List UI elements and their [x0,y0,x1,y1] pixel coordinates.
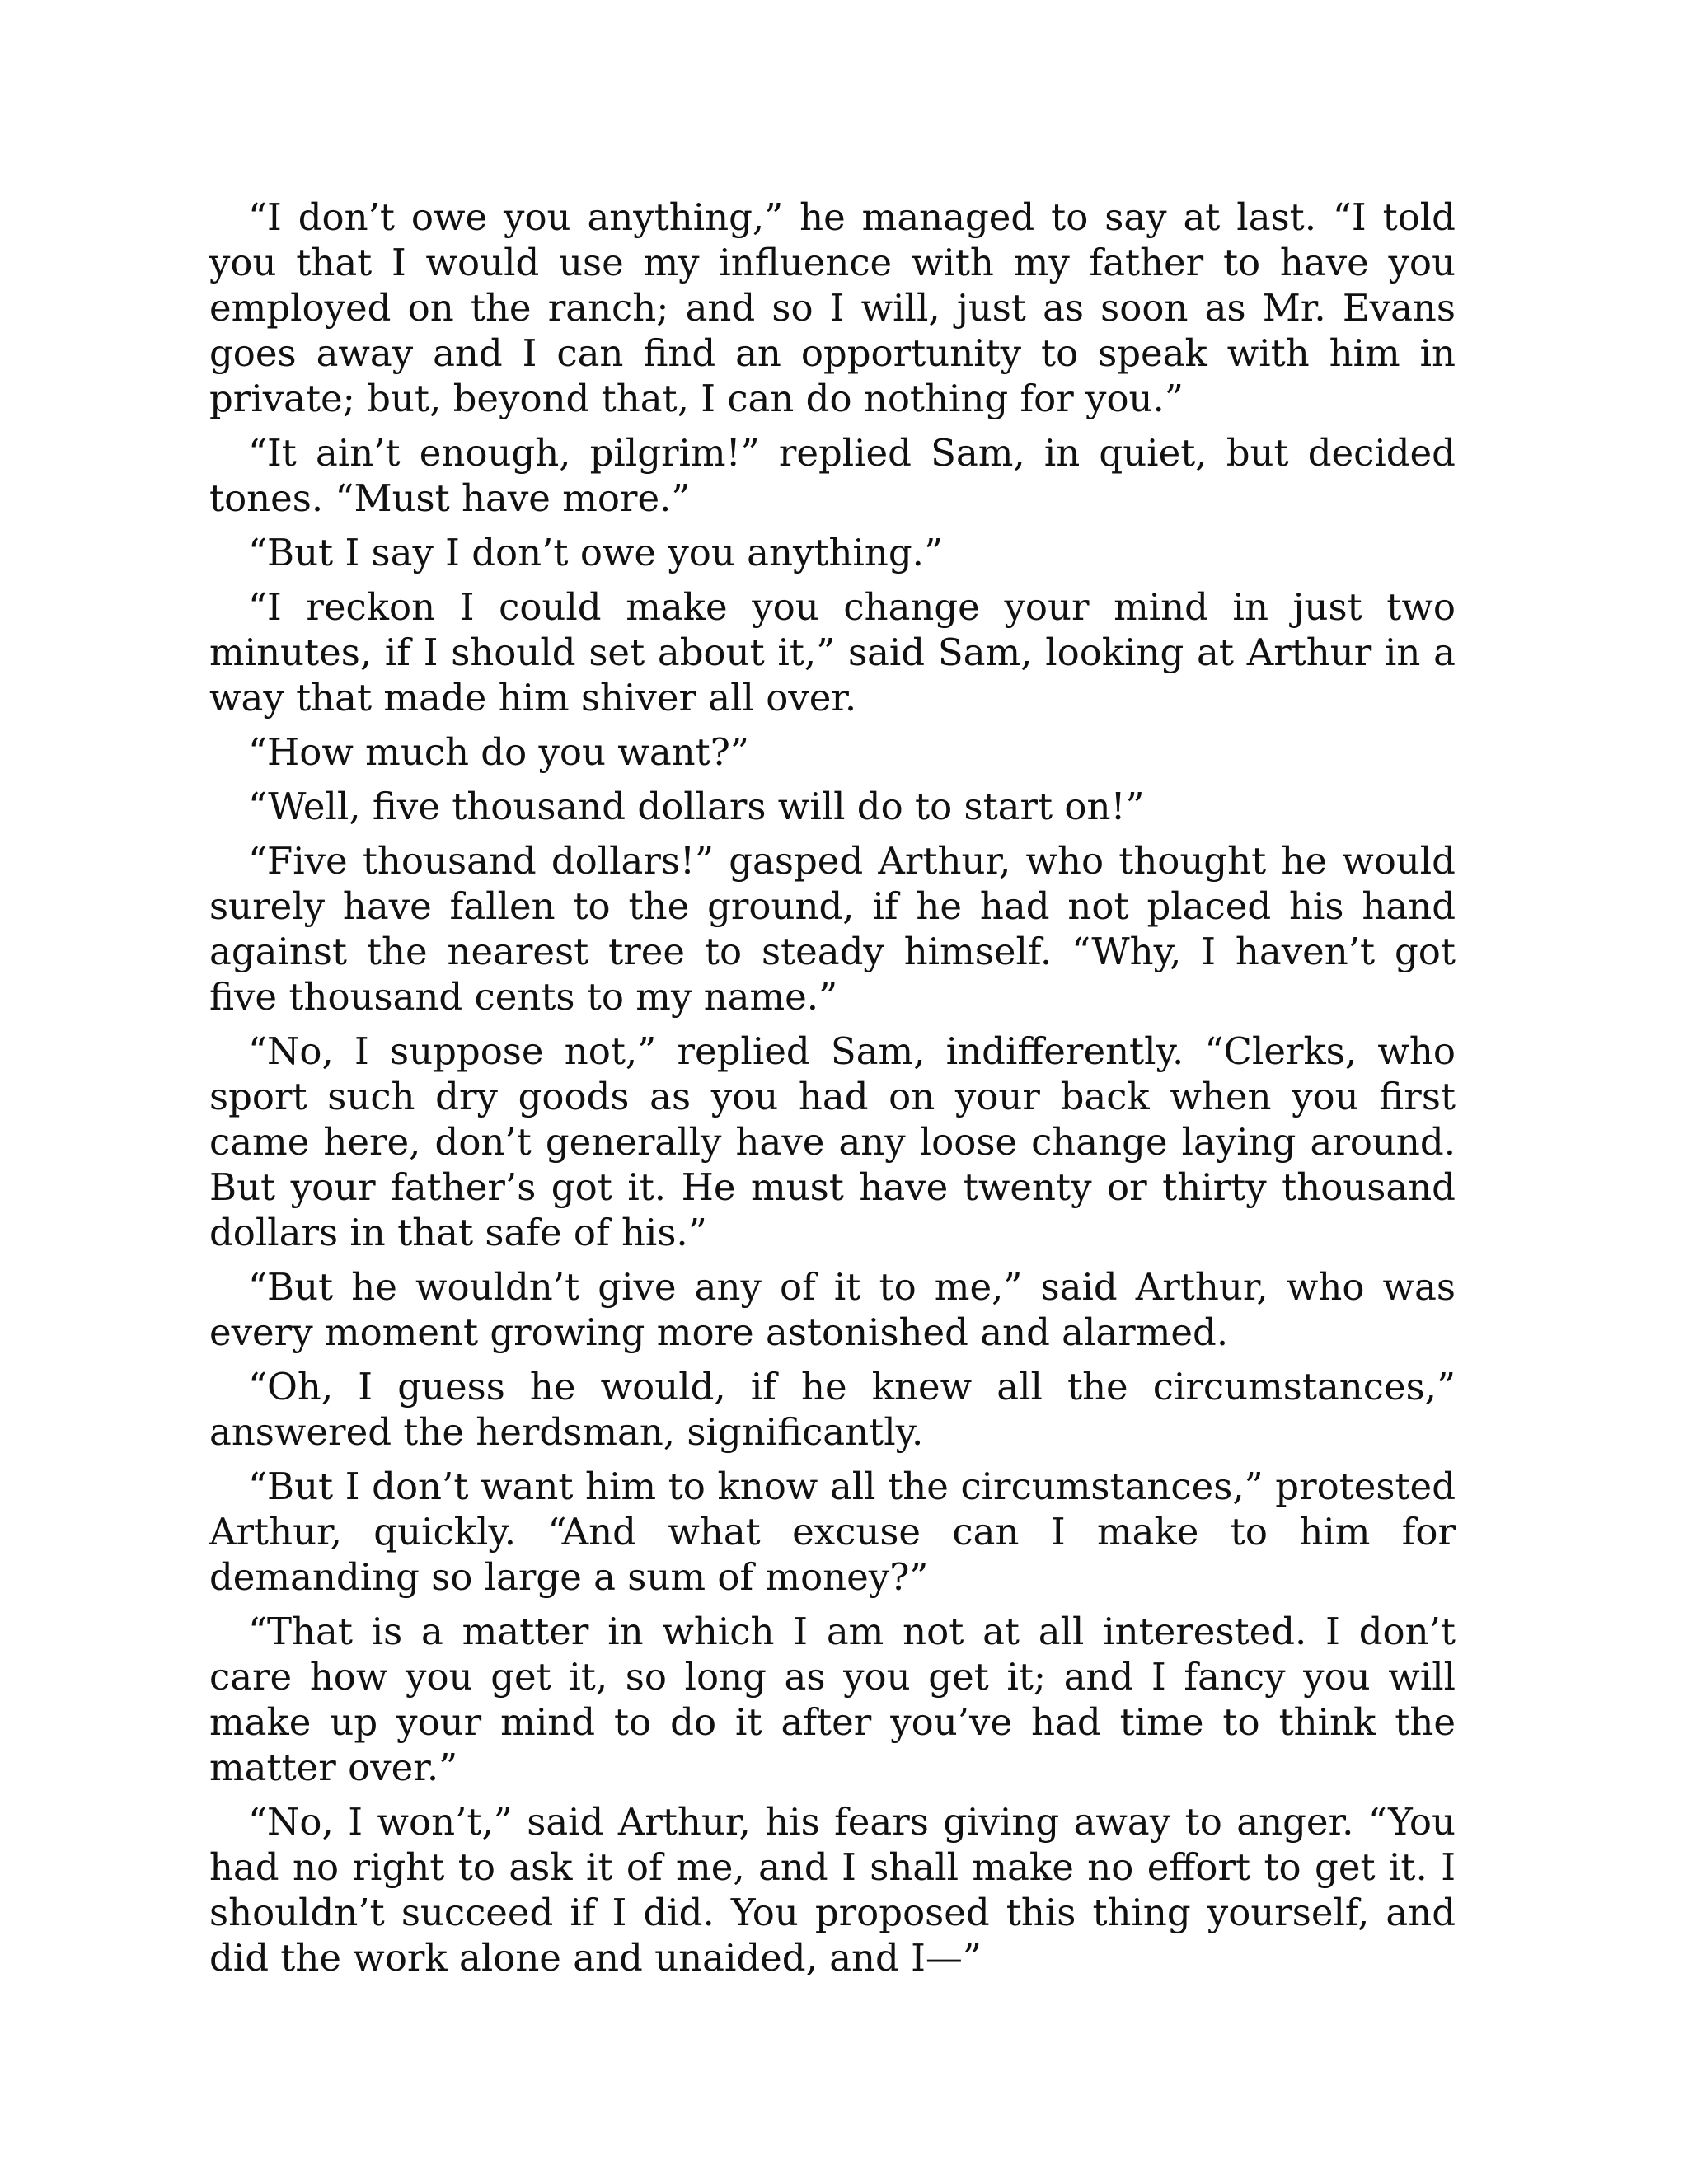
paragraph: “I reckon I could make you change your mind in just two minutes, if I should set about it,” said Sam, looking at Arthur in a way that made him shiver all over. [209,585,1456,719]
paragraph: “Five thousand dollars!” gasped Arthur, who thought he would surely have fallen to the ground, if he had not placed his hand against the nearest tree to steady himself. “Why, I haven’t got five thousand cents to my name.” [209,839,1456,1019]
paragraph: “Well, five thousand dollars will do to start on!” [248,785,1145,828]
paragraph: “Oh, I guess he would, if he knew all the circumstances,” answered the herdsman, significantly. [209,1365,1456,1454]
paragraph: “No, I won’t,” said Arthur, his fears giving away to anger. “You had no right to ask it of me, and I shall make no effort to get it. I shouldn’t succeed if I did. You proposed this thing yourself, and did the work alone and unaided, and I—” [209,1800,1456,1980]
paragraph: “But he wouldn’t give any of it to me,” said Arthur, who was every moment growing more astonished and alarmed. [209,1265,1456,1354]
paragraph: “But I say I don’t owe you anything.” [248,531,943,574]
paragraph: “That is a matter in which I am not at all interested. I don’t care how you get it, so long as you get it; and I fancy you will make up your mind to do it after you’ve had time to think the matter over.” [209,1610,1456,1789]
page-text [209,194,1456,1990]
paragraph: “I don’t owe you anything,” he managed to say at last. “I told you that I would use my influence with my father to have you employed on the ranch; and so I will, just as soon as Mr. Evans goes away and I can find an opportunity to speak with him in private; but, beyond that, I can do nothing for you.” [209,195,1456,420]
paragraph: “But I don’t want him to know all the circumstances,” protested Arthur, quickly. “And what excuse can I make to him for demanding so large a sum of money?” [209,1465,1456,1599]
paragraph: “No, I suppose not,” replied Sam, indifferently. “Clerks, who sport such dry goods as you had on your back when you first came here, don’t generally have any loose change laying around. But your father’s got it. He must have twenty or thirty thousand dollars in that safe of his.” [209,1029,1456,1254]
paragraph: “How much do you want?” [248,730,749,774]
paragraph: “It ain’t enough, pilgrim!” replied Sam, in quiet, but decided tones. “Must have more.” [209,431,1456,520]
